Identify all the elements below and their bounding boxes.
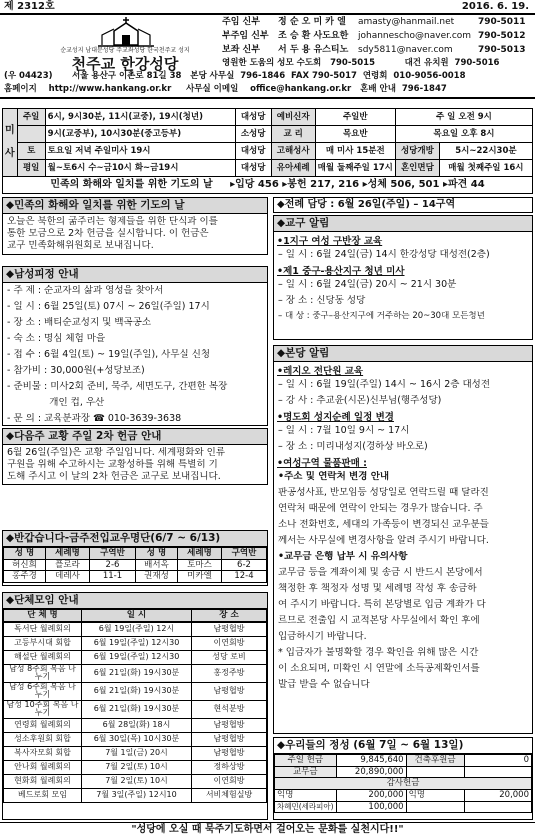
notice-line: – 대 상 : 중구–용산지구에 거주하는 20~30대 모든청년 — [278, 310, 485, 321]
section-liturgy-duty — [273, 197, 533, 213]
staff-list — [222, 16, 532, 58]
retreat-item: - 준비물 : 미사2회 준비, 묵주, 세면도구, 간편한 복장 — [7, 381, 228, 393]
meeting-place: 남평협방 — [192, 746, 267, 760]
section-reconciliation — [2, 197, 268, 255]
retreat-item: - 문 의 : 교육분과장 ☎ 010-3639-3638 — [7, 413, 182, 425]
table-header: 성 명 세례명 구역반 성 명 세례명 구역반 — [4, 548, 267, 560]
body-line: 구원을 위해 수고하시는 교황성하를 위해 특별히 기 — [7, 459, 218, 470]
issue-number: 제 2312호 — [4, 1, 55, 12]
body-line: 책정한 후 책정자 성명 및 세례명 작성 후 송금하 — [278, 582, 477, 594]
meeting-time: 7월 2일(토) 10시 — [82, 760, 192, 774]
notice-line: – 강 사 : 추교윤(시몬)신부님(행주성당) — [278, 395, 442, 406]
section-diocese-notice — [273, 215, 533, 340]
meeting-place: 남평협방 — [192, 622, 267, 636]
section-title: ◆남성피정 안내 — [3, 267, 267, 283]
notice-line: – 일 시 : 7월 10일 9시 ~ 17시 — [278, 424, 410, 436]
section-title: ◆민족의 화해와 일치를 위한 기도의 날 — [3, 198, 267, 214]
footer-rule — [0, 822, 535, 823]
new-parishioners-table — [3, 547, 267, 583]
retreat-item: - 일 시 : 6월 25일(토) 07시 ~ 26일(주일) 17시 — [7, 301, 210, 313]
meeting-place: 남평협방 — [192, 732, 267, 746]
retreat-item: 개인 컵, 우산 — [7, 397, 105, 409]
staff-row: 보좌 신부 서 두 용 유스티노 sdy5811@naver.com 790-5013 — [222, 45, 526, 56]
mass-stats-row — [3, 177, 533, 194]
section-title: ◆다음주 교황 주일 2차 헌금 안내 — [3, 429, 267, 445]
body-line: 입금하시기 바랍니다. — [278, 630, 367, 642]
issue-date: 2016. 6. 19. — [461, 1, 529, 12]
meeting-place: 이연회방 — [192, 774, 267, 788]
notice-line: – 일 시 : 6월 24일(금) 14시 한강성당 대성전(2층) — [278, 249, 490, 260]
group-name: 남성 8주회 복음 나누기 — [4, 664, 82, 682]
notice-line: – 장 소 : 미리내성지(경하상 바오로) — [278, 440, 428, 452]
meeting-place: 이연회방 — [192, 636, 267, 650]
group-name: 현화회 월례회의 — [4, 774, 82, 788]
body-line: * 입금자가 불명확할 경우 확인을 위해 많은 시간 — [278, 646, 479, 658]
meeting-place: 서비체험실방 — [192, 788, 267, 802]
notice-line: – 일 시 : 6월 24일(금) 20시 ~ 21시 30분 — [278, 278, 457, 290]
table-row — [4, 746, 267, 760]
body-line: 연락처 때문에 연락이 안되는 경우가 많습니다. 주 — [278, 502, 483, 514]
church-logo — [40, 15, 210, 73]
table-row: 주일 헌금 9,845,640 건축후원금 0 — [275, 755, 532, 767]
meeting-time: 6월 30일(목) 10시30분 — [82, 732, 192, 746]
table-row — [4, 774, 267, 788]
notice-heading: •제1 중구-용산지구 청년 미사 — [277, 266, 405, 277]
group-name: 해설단 월례회의 — [4, 650, 82, 664]
meeting-time: 6월 21일(화) 19시30분 — [82, 664, 192, 682]
group-name: 고등부시대 회합 — [4, 636, 82, 650]
mass-row: 9시(교중부), 10시30분(중고등부) 소성당 교 리 목요반 목요일 오후 8시 — [3, 126, 533, 143]
section-title: ◆우리들의 정성 (6월 7일 ~ 6월 13일) — [274, 738, 532, 754]
stats-title: 민족의 화해와 일치를 위한 기도의 날 — [50, 178, 213, 190]
stats-values: ▸입당 456 ▸봉헌 217, 216 ▸성체 506, 501 ▸파견 44 — [230, 178, 485, 190]
table-row: 익명 200,000 익명 20,000 — [275, 790, 532, 802]
table-row — [4, 636, 267, 650]
group-name: 남성 10주회 복음 나누기 — [4, 700, 82, 718]
meeting-time: 6월 19일(주일) 12시30 — [82, 650, 192, 664]
meeting-place: 정하상방 — [192, 760, 267, 774]
meeting-time: 6월 21일(화) 19시30분 — [82, 682, 192, 700]
meeting-time: 6월 19일(주일) 12시 — [82, 622, 192, 636]
table-row: 허신희 플로라 2-6 배서옥 토마스 6-2 — [4, 559, 267, 571]
body-line: •주소 및 연락처 변경 안내 — [278, 470, 390, 482]
table-row — [4, 622, 267, 636]
section-title: ◆단체모임 안내 — [3, 593, 267, 609]
group-name: 남성 6주회 복음 나누기 — [4, 682, 82, 700]
notice-line: – 장 소 : 신당동 성당 — [278, 294, 366, 306]
logo-subtitle: 순교성지 남대문성당 주교좌성당 한국천주교 성지 — [60, 47, 190, 54]
table-row — [4, 682, 267, 700]
section-parish-notice — [273, 345, 533, 734]
homepage-line: 홈페이지 http://www.hankang.or.kr 사무실 이메일 office@hankang.or.kr 혼배 안내 796-1847 — [4, 84, 447, 94]
body-line: 오늘은 북한의 굶주리는 형제들을 위한 단식과 이를 — [7, 216, 218, 228]
staff-row: 주임 신부 정 순 오 미 카 엘 amasty@hanmail.net 790-5011 — [222, 17, 526, 28]
mass-row: 미 사 주일 6시, 9시30분, 11시(교중), 19시(청년) 대성당 예비신자 주일반 주 일 오전 9시 — [3, 109, 533, 126]
group-name: 연령회 월례회의 — [4, 718, 82, 732]
notice-line: – 일 시 : 6월 19일(주일) 14시 ~ 16시 2층 대성전 — [278, 379, 490, 390]
table-row: 교무금 20,890,000 — [275, 766, 532, 778]
meetings-table — [3, 609, 267, 622]
body-line: 6월 26일(주일)은 교황 주일입니다. 세계평화와 인류 — [7, 447, 226, 459]
section-title: ◆반갑습니다-금주전입교우명단(6/7 ~ 6/13) — [3, 531, 267, 547]
logo-title: 천주교 한강성당 — [71, 55, 179, 73]
church-building-icon — [96, 15, 156, 47]
table-row — [4, 664, 267, 682]
meeting-time: 6월 28일(화) 18시 — [82, 718, 192, 732]
footer-slogan: "성당에 오실 때 묵주기도하면서 걸어오는 문화를 실천시다!!" — [131, 824, 404, 835]
meeting-time: 7월 1일(금) 20시 — [82, 746, 192, 760]
body-line: 교무금 등을 계좌이체 및 송금 시 반드시 본당에서 — [278, 566, 483, 578]
offerings-table — [274, 754, 532, 813]
section-offerings — [273, 737, 533, 820]
body-line: 교구 민족화해위원회로 보내집니다. — [7, 239, 154, 251]
staff-row: 부주임 신부 조 승 환 사도요한 johannescho@naver.com 790-5012 — [222, 31, 526, 42]
body-line: 통한 모금으로 2차 헌금을 실시합니다. 이 헌금은 — [7, 228, 209, 239]
retreat-item: - 참가비 : 30,000원(+성당보조) — [7, 365, 145, 377]
meeting-place: 성당 로비 — [192, 650, 267, 664]
section-group-meetings — [2, 592, 268, 820]
table-row: 홍주경 데레사 11-1 권재성 미카엘 12-4 — [4, 571, 267, 583]
meetings-table-body — [3, 622, 267, 803]
header-orgs: 영원한 도움의 성모 수도회 790-5015 대건 유치원 790-5016 — [222, 58, 500, 68]
group-name: 안나회 월례회의 — [4, 760, 82, 774]
parish-notice-body — [274, 471, 532, 695]
table-row — [4, 732, 267, 746]
body-line: 발급 받을 수 없습니다 — [278, 678, 370, 690]
mass-row: 토 토요일 저녁 주일미사 19시 대성당 고해성사 매 미사 15분전 성당개방 5시~22시30분 — [3, 143, 533, 160]
meeting-place: 남평협방 — [192, 718, 267, 732]
section-title: ◆교구 알림 — [274, 216, 532, 232]
body-line: 르므로 전출입 시 교적본당 사무실에서 확인 후에 — [278, 614, 480, 626]
zip-code: (우 04423) — [4, 71, 53, 81]
notice-heading: •레지오 전단원 교육 — [277, 366, 364, 378]
table-row — [4, 650, 267, 664]
body-line: 소나 전화번호, 세대의 가족등이 변경되신 교우분들 — [278, 518, 489, 530]
meeting-place: 현석분방 — [192, 700, 267, 718]
mass-schedule-table — [2, 108, 533, 194]
meeting-time: 7월 3일(주일) 12시10 — [82, 788, 192, 802]
group-name: 베드로회 모임 — [4, 788, 82, 802]
table-header: 단 체 명 일 시 장 소 — [4, 610, 267, 622]
group-name: 성소후원회 회합 — [4, 732, 82, 746]
mass-side-label: 미 사 — [3, 109, 18, 177]
retreat-item: - 숙 소 : 명심 체험 마을 — [7, 333, 106, 345]
notice-heading: •명도회 성지순례 일정 변경 — [277, 412, 394, 423]
retreat-item: - 접 수 : 6월 4일(토) ~ 19일(주일), 사무실 신청 — [7, 349, 211, 361]
meeting-place: 남평협방 — [192, 682, 267, 700]
body-line: 판공성사표, 반모임등 성당일로 연락드릴 때 달라진 — [278, 486, 489, 498]
group-name: 복사자모회 회합 — [4, 746, 82, 760]
table-row: 감사헌금 — [275, 778, 532, 790]
body-line: 도해 주시고 이 날의 2차 헌금은 교구로 보내집니다. — [7, 470, 221, 482]
body-line: 여 주시기 바랍니다. 특히 본당별로 입금 계좌가 다 — [278, 598, 486, 610]
table-row — [4, 700, 267, 718]
table-row — [4, 718, 267, 732]
mass-row: 평일 월~토6시 수~금10시 화~금19시 대성당 유아세례 매월 둘째주일 17시 혼인면담 매월 첫째주일 16시 — [3, 160, 533, 177]
retreat-item: - 장 소 : 배티순교성지 및 백곡공소 — [7, 317, 152, 329]
section-mens-retreat — [2, 266, 268, 426]
table-row — [4, 788, 267, 802]
table-row — [4, 760, 267, 774]
liturgy-duty-text: ◆전례 담당 : 6월 26일(주일) – 14구역 — [277, 199, 456, 210]
section-papal-collection — [2, 428, 268, 485]
notice-heading: •여성구역 물품판매 : — [277, 457, 367, 469]
section-title: ◆본당 알림 — [274, 346, 532, 362]
group-name: 독서단 월례회의 — [4, 622, 82, 636]
section-new-parishioners — [2, 530, 268, 586]
meeting-time: 6월 19일(주일) 12시30 — [82, 636, 192, 650]
notice-heading: •1지구 여성 구반장 교육 — [277, 236, 383, 248]
body-line: 이 소요되며, 미확인 시 연말에 소득공제확인서를 — [278, 662, 480, 674]
address-line: 서울 용산구 이촌로 81길 38 본당 사무실 796-1846 FAX 790-5017 연령회 010-9056-0018 — [72, 71, 466, 81]
body-line: 께서는 사무실에 변경사항을 알려 주시기 바랍니다. — [278, 534, 489, 546]
meeting-time: 7월 2일(토) 10시 — [82, 774, 192, 788]
meeting-place: 홍정주방 — [192, 664, 267, 682]
header-rule-bottom — [0, 97, 535, 99]
meeting-time: 6월 21일(화) 19시30분 — [82, 700, 192, 718]
table-row: 차혜민(세라피아) 100,000 — [275, 801, 532, 813]
body-line: •교무금 은행 납부 시 유의사항 — [278, 550, 408, 562]
retreat-item: - 주 제 : 순교자의 삶과 영성을 찾아서 — [7, 285, 164, 297]
